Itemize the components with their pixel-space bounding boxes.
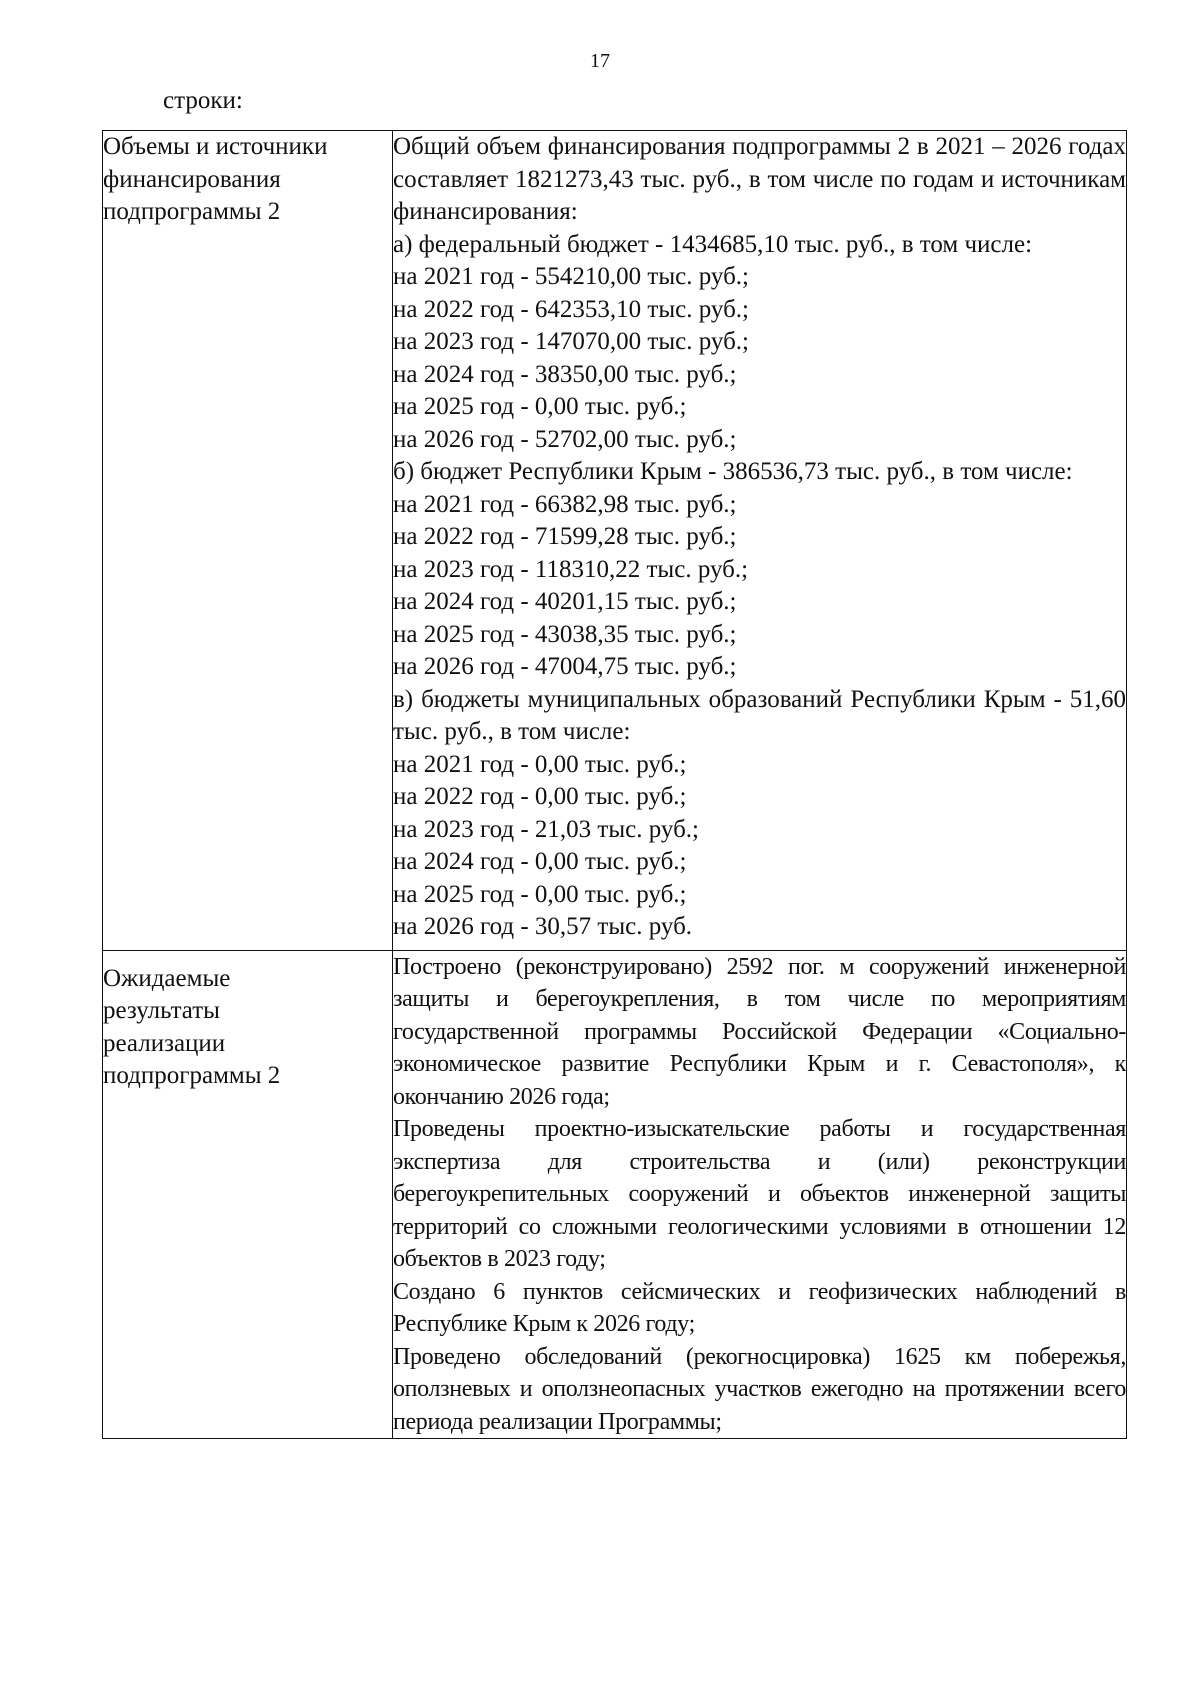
text-line: Общий объем финансирования подпрограммы 2 в 2021 – 2026 годах составляет 1821273,43 тыс. руб., в том числе по годам и источникам финансирования:: [393, 133, 1126, 225]
text-line: на 2025 год - 0,00 тыс. руб.;: [393, 393, 687, 420]
text-line: а) федеральный бюджет - 1434685,10 тыс. руб., в том числе:: [393, 230, 1033, 258]
text-line: на 2021 год - 554210,00 тыс. руб.;: [393, 263, 750, 290]
row-text-results: [393, 950, 1127, 1439]
text-line: на 2022 год - 71599,28 тыс. руб.;: [393, 523, 737, 550]
table-row: [103, 950, 1127, 1439]
text-line: на 2024 год - 0,00 тыс. руб.;: [393, 848, 687, 875]
text-line: на 2026 год - 30,57 тыс. руб.: [393, 913, 693, 940]
intro-text: строки:: [163, 87, 243, 114]
table-row: [103, 131, 1127, 951]
text-line: на 2023 год - 21,03 тыс. руб.;: [393, 815, 700, 843]
label-line: реализации: [103, 1029, 226, 1057]
text-line: на 2021 год - 66382,98 тыс. руб.;: [393, 490, 737, 518]
text-line: на 2022 год - 642353,10 тыс. руб.;: [393, 295, 750, 323]
row-label-results: [103, 950, 393, 1439]
label-line: подпрограммы 2: [103, 1062, 281, 1089]
passport-table: [102, 130, 1127, 1439]
text-line: на 2026 год - 47004,75 тыс. руб.;: [393, 653, 737, 680]
result-paragraph: Проведены проектно-изыскательские работы и государственная экспертиза для строительства и (или) реконструкции берегоукрепительных сооружений и объектов инженерной защиты территорий со сложными геологическими условиями в отношении 12 объектов в 2023 году;: [393, 1116, 1126, 1272]
text-line: на 2022 год - 0,00 тыс. руб.;: [393, 783, 687, 810]
result-paragraph: Проведено обследований (рекогносцировка) 1625 км побережья, оползневых и оползнеопасных участков ежегодно на протяжении всего периода реализации Программы;: [393, 1343, 1126, 1435]
text-line: на 2024 год - 38350,00 тыс. руб.;: [393, 360, 737, 388]
text-line: на 2025 год - 43038,35 тыс. руб.;: [393, 620, 737, 648]
label-line: Ожидаемые: [103, 964, 231, 992]
text-line: в) бюджеты муниципальных образований Республики Крым - 51,60 тыс. руб., в том числе:: [393, 685, 1126, 745]
text-line: б) бюджет Республики Крым - 386536,73 тыс. руб., в том числе:: [393, 458, 1073, 485]
label-line: финансирования: [103, 165, 281, 193]
result-paragraph: Создано 6 пунктов сейсмических и геофизических наблюдений в Республике Крым к 2026 году;: [393, 1278, 1126, 1337]
row-label-financing: [103, 131, 393, 951]
text-line: на 2021 год - 0,00 тыс. руб.;: [393, 750, 687, 778]
result-paragraph: Построено (реконструировано) 2592 пог. м сооружений инженерной защиты и берегоукрепления, в том числе по мероприятиям государственной программы Российской Федерации «Социально-экономическое развитие Республики Крым и г. Севастополя», к окончанию 2026 года;: [393, 953, 1126, 1110]
row-text-financing: [393, 131, 1127, 951]
text-line: на 2024 год - 40201,15 тыс. руб.;: [393, 588, 737, 615]
label-line: Объемы и источники: [103, 133, 328, 160]
page-number: 17: [590, 50, 610, 72]
text-line: на 2023 год - 118310,22 тыс. руб.;: [393, 555, 749, 583]
text-line: на 2023 год - 147070,00 тыс. руб.;: [393, 328, 750, 355]
label-line: результаты: [103, 997, 220, 1024]
text-line: на 2026 год - 52702,00 тыс. руб.;: [393, 425, 737, 453]
label-line: подпрограммы 2: [103, 198, 281, 225]
text-line: на 2025 год - 0,00 тыс. руб.;: [393, 880, 687, 908]
